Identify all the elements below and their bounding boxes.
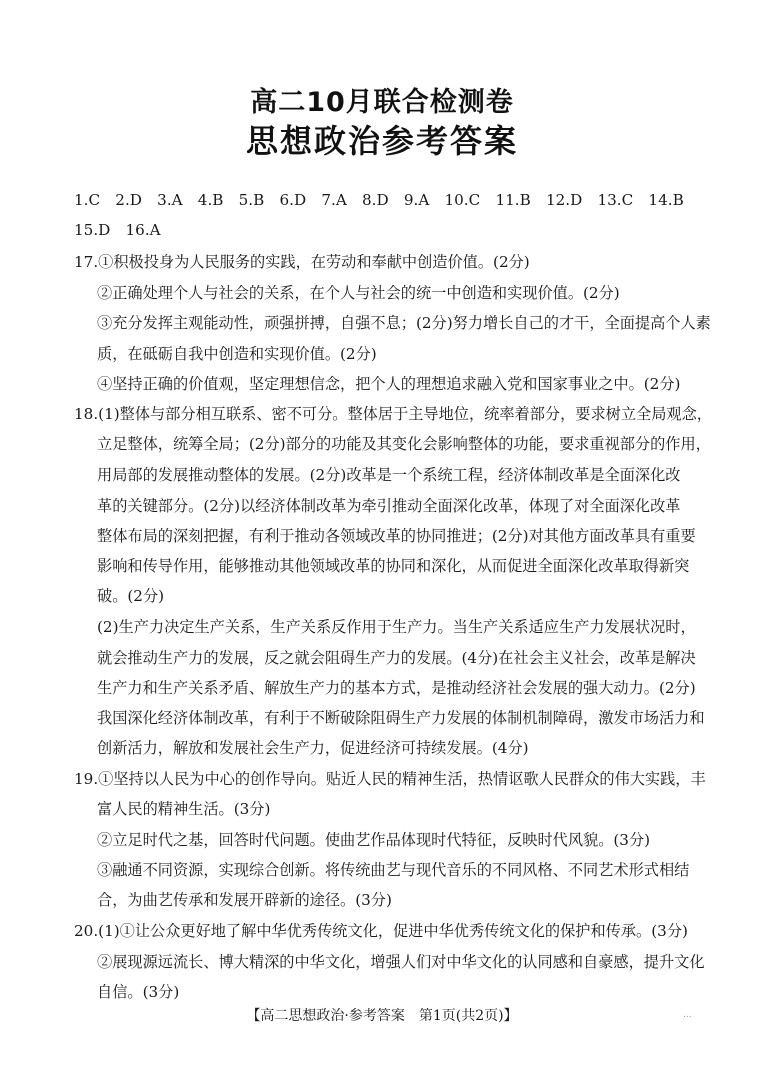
answer-line: ②立足时代之基，回答时代问题。使曲艺作品体现时代特征，反映时代风貌。(3分) [97, 831, 651, 849]
answer-line: 17.①积极投身为人民服务的实践，在劳动和奉献中创造价值。(2分) [74, 253, 530, 271]
answer-line: ④坚持正确的价值观，坚定理想信念，把个人的理想追求融入党和国家事业之中。(2分) [97, 375, 681, 393]
answer-line: 19.①坚持以人民为中心的创作导向。贴近人民的精神生活，热情讴歌人民群众的伟大实践，丰 [74, 770, 706, 788]
answer-line: 富人民的精神生活。(3分) [97, 800, 271, 818]
answer-line: 自信。(3分) [97, 983, 180, 1001]
answer-line: 15.D 16.A [74, 221, 161, 239]
answer-line: 我国深化经济体制改革，有利于不断破除阻碍生产力发展的体制机制障碍，激发市场活力和 [97, 709, 705, 727]
answer-line: 破。(2分) [97, 587, 165, 605]
answer-line: ②展现源远流长、博大精深的中华文化，增强人们对中华文化的认同感和自豪感，提升文化 [97, 953, 705, 971]
document-subtitle: 思想政治参考答案 [245, 122, 518, 160]
answer-line: 整体布局的深刻把握，有利于推动各领域改革的协同推进；(2分)对其他方面改革具有重要 [97, 527, 696, 545]
answer-line: 质，在砥砺自我中创造和实现价值。(2分) [97, 345, 377, 363]
answer-line: 革的关键部分。(2分)以经济体制改革为牵引推动全面深化改革，体现了对全面深化改革 [97, 497, 681, 515]
answer-line: 就会推动生产力的发展，反之就会阻碍生产力的发展。(4分)在社会主义社会，改革是解决 [97, 649, 696, 667]
answer-line: ③充分发挥主观能动性，顽强拼搏，自强不息；(2分)努力增长自己的才干，全面提高个人素 [97, 314, 711, 332]
answer-line: 立足整体，统筹全局；(2分)部分的功能及其变化会影响整体的功能，要求重视部分的作用， [97, 435, 711, 453]
answer-line: 1.C 2.D 3.A 4.B 5.B 6.D 7.A 8.D 9.A 10.C 11.B 12.D 13.C 14.B [74, 191, 684, 209]
answer-line: 18.(1)整体与部分相互联系、密不可分。整体居于主导地位，统率着部分，要求树立全局观念， [74, 405, 712, 423]
answer-line: (2)生产力决定生产关系，生产关系反作用于生产力。当生产关系适应生产力发展状况时， [97, 618, 696, 636]
answer-line: 生产力和生产关系矛盾、解放生产力的基本方式，是推动经济社会发展的强大动力。(2分) [97, 679, 696, 697]
answer-line: 20.(1)①让公众更好地了解中华优秀传统文化，促进中华优秀传统文化的保护和传承。(3分) [74, 922, 688, 940]
answer-line: 创新活力，解放和发展社会生产力，促进经济可持续发展。(4分) [97, 739, 529, 757]
document-title: 高二10月联合检测卷 [250, 87, 514, 118]
answer-line: ③融通不同资源，实现综合创新。将传统曲艺与现代音乐的不同风格、不同艺术形式相结 [97, 861, 690, 879]
answer-line: 合，为曲艺传承和发展开辟新的途径。(3分) [97, 891, 392, 909]
answer-line: ②正确处理个人与社会的关系，在个人与社会的统一中创造和实现价值。(2分) [97, 284, 620, 302]
answer-line: 影响和传导作用，能够推动其他领域改革的协同和深化，从而促进全面深化改革取得新突 [97, 557, 690, 575]
footer-mark: ... [683, 1010, 692, 1020]
page-footer: 【高二思想政治·参考答案 第1页(共2页)】 [246, 1008, 518, 1024]
answer-line: 用局部的发展推动整体的发展。(2分)改革是一个系统工程，经济体制改革是全面深化改 [97, 466, 681, 484]
